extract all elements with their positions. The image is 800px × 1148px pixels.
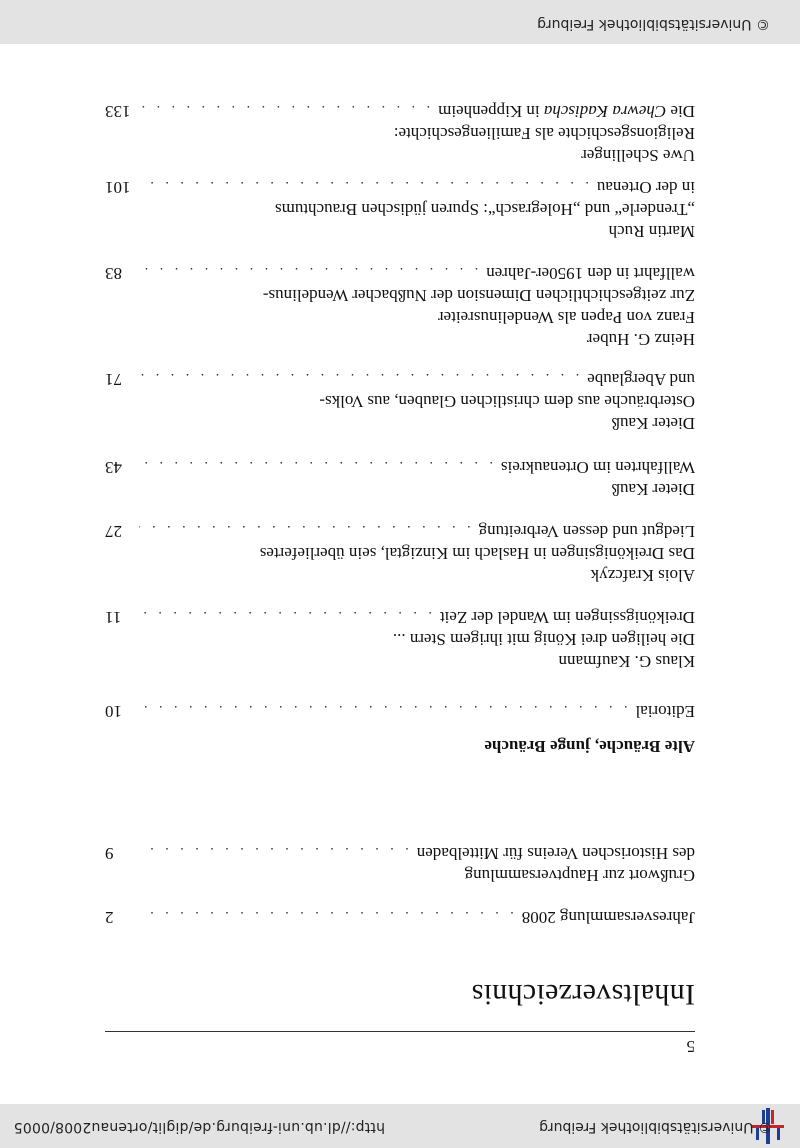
toc-entry-title: Editorial: [635, 702, 695, 721]
leader-dots: [139, 698, 628, 720]
toc-entry-title: Grußwort zur Hauptversammlung: [464, 866, 695, 885]
leader-dots: [139, 174, 589, 196]
toc-entry: [105, 174, 695, 242]
copyright-text: © Universitätsbibliothek Freiburg: [539, 1119, 772, 1135]
page-number: 5: [686, 1037, 695, 1056]
toc-entry-page: 43: [105, 458, 122, 477]
toc-entry-title: Franz von Papen als Wendelinusreiter: [437, 308, 695, 327]
toc-entry: [105, 518, 695, 586]
toc-entry-title: Religionsgeschichte als Familiengeschichte:: [393, 124, 695, 143]
toc-entry-page: 71: [105, 370, 122, 389]
toc-entry-title: Liedgut und dessen Verbreitung: [478, 522, 695, 541]
section-title: Alte Bräuche, junge Bräuche: [484, 737, 695, 756]
toc-entry-title: Die heiligen drei König mit ihrigem Stern ...: [392, 630, 695, 649]
viewer-footer-bar: [0, 0, 800, 44]
leader-dots: [139, 366, 579, 388]
toc-entry: [105, 904, 695, 928]
toc-entry-page: 133: [105, 102, 131, 121]
toc-entry-page: 2: [105, 908, 114, 927]
toc-entry-author: Dieter Kauß: [611, 480, 695, 499]
toc-entry-title: Das Dreikönigsingen in Haslach im Kinzigtal, sein überliefertes: [259, 544, 695, 563]
toc-entry-title: Jahresversammlung 2008: [521, 908, 695, 927]
toc-entry-title: und Aberglaube: [587, 370, 695, 389]
toc-entry: [105, 454, 695, 500]
toc-entry-title: in der Ortenau: [596, 178, 695, 197]
toc-entry-page: 83: [105, 264, 122, 283]
toc-entry-page: 11: [105, 608, 122, 627]
toc-entry-author: Heinz G. Huber: [586, 330, 695, 349]
page-title: Inhaltsverzeichnis: [471, 978, 695, 1011]
toc-entry-title: Zur zeitgeschichtlichen Dimension der Nußbacher Wendelinus-: [262, 286, 695, 305]
toc-entry-author: Martin Ruch: [608, 222, 695, 241]
viewer-header-bar: [0, 1104, 800, 1148]
header-rule: [105, 1031, 695, 1032]
toc-entry: [105, 698, 695, 722]
toc-entry-author: Alois Krafczyk: [590, 566, 695, 585]
toc-entry-author: Klaus G. Kaufmann: [558, 652, 695, 671]
toc-entry-page: 10: [105, 702, 122, 721]
leader-dots: [139, 904, 514, 926]
toc-entry-author: Dieter Kauß: [611, 414, 695, 433]
toc-entry-title: Osterbräuche aus dem christlichen Glauben, aus Volks-: [319, 392, 695, 411]
toc-entry: [105, 840, 695, 886]
toc-entry-title: des Historischen Vereins für Mittelbaden: [416, 844, 695, 863]
toc-entry: [105, 604, 695, 672]
copyright-text: © Universitätsbibliothek Freiburg: [537, 16, 770, 32]
toc-entry: [105, 98, 695, 166]
leader-dots: [139, 260, 478, 282]
toc-entry-page: 27: [105, 522, 122, 541]
toc-entry-page: 9: [105, 844, 114, 863]
toc-entry: [105, 366, 695, 434]
document-url[interactable]: http://dl.ub.uni-freiburg.de/diglit/ortenau2008/0005: [13, 1119, 385, 1135]
toc-entry-title-rich: Die Chewra Kadischa in Kippenheim: [438, 102, 695, 121]
leader-dots: [139, 518, 471, 540]
toc-entry-title: [438, 100, 695, 122]
toc-entry: [105, 260, 695, 350]
book-page: [105, 56, 695, 1096]
toc-entry-author: Uwe Schellinger: [581, 146, 695, 165]
leader-dots: [139, 604, 432, 626]
leader-dots: [139, 98, 430, 120]
toc-entry-page: 101: [105, 178, 131, 197]
toc-entry-title: wallfahrt in den 1950er-Jahren: [486, 264, 695, 283]
leader-dots: [139, 454, 493, 476]
leader-dots: [139, 840, 409, 862]
toc-entry-title: „Trenderle“ und „Holegrasch“: Spuren jüdischen Brauchtums: [274, 200, 695, 219]
toc-entry-title: Dreikönigssingen im Wandel der Zeit: [439, 608, 695, 627]
toc-entry-title: Wallfahrten im Ortenaukreis: [500, 458, 695, 477]
